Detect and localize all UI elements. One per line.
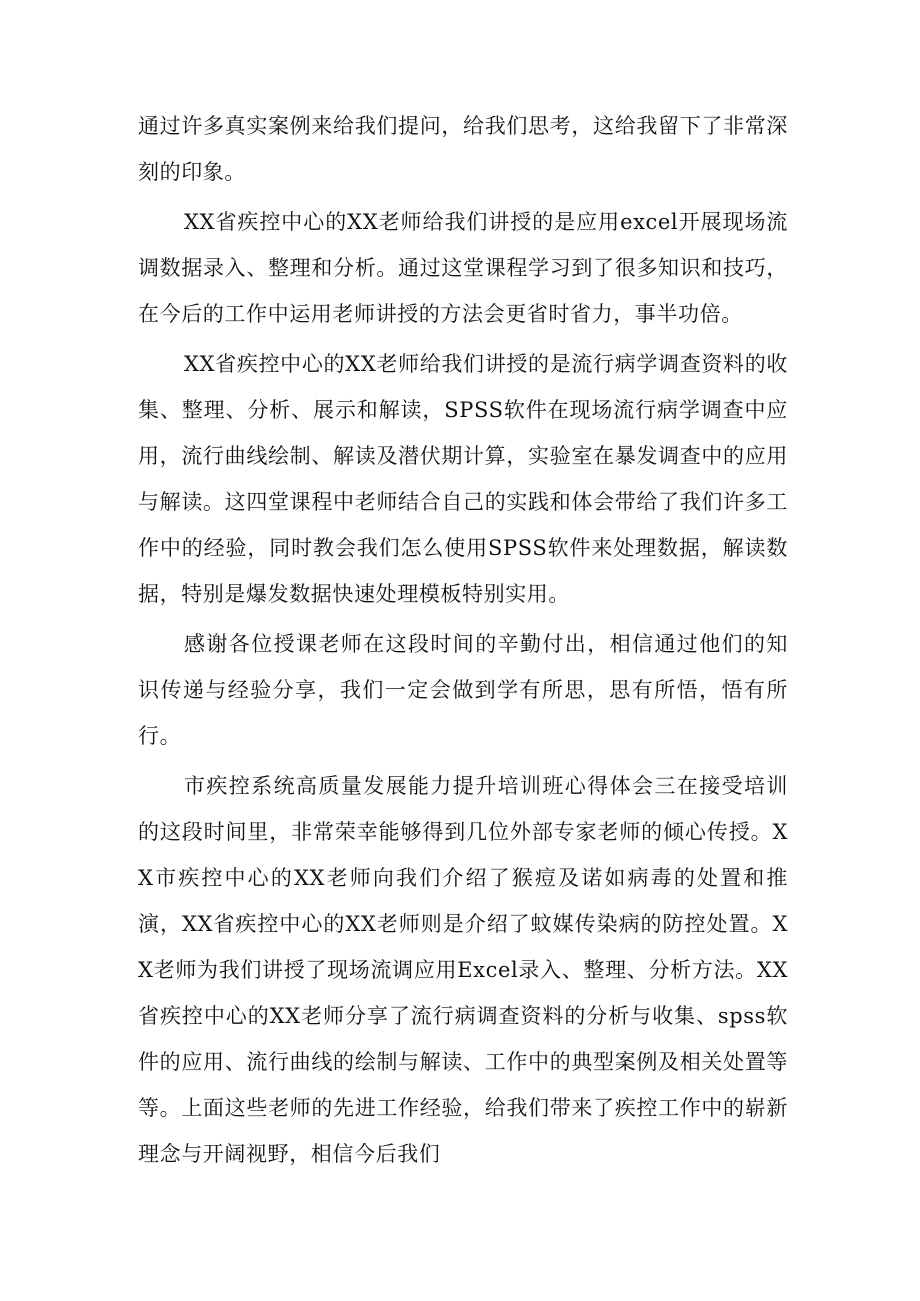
paragraph-thanks: 感谢各位授课老师在这段时间的辛勤付出，相信通过他们的知识传递与经验分享，我们一定会做到学有所思，思有所悟，悟有所行。	[138, 632, 788, 748]
paragraph-excel-course: XX省疾控中心的XX老师给我们讲授的是应用excel开展现场流调数据录入、整理和分析。通过这堂课程学习到了很多知识和技巧，在今后的工作中运用老师讲授的方法会更省时省力，事半功倍。	[138, 210, 788, 326]
paragraph-continuation: 通过许多真实案例来给我们提问，给我们思考，这给我留下了非常深刻的印象。	[138, 114, 788, 184]
paragraph-epidemiology-course: XX省疾控中心的XX老师给我们讲授的是流行病学调查资料的收集、整理、分析、展示和解读，SPSS软件在现场流行病学调查中应用，流行曲线绘制、解读及潜伏期计算，实验室在暴发调查中的应用与解读。这四堂课程中老师结合自己的实践和体会带给了我们许多工作中的经验，同时教会我们怎么使用SPSS软件来处理数据，解读数据，特别是爆发数据快速处理模板特别实用。	[138, 352, 788, 606]
paragraph-experience-three: 市疾控系统高质量发展能力提升培训班心得体会三在接受培训的这段时间里，非常荣幸能够得到几位外部专家老师的倾心传授。XX市疾控中心的XX老师向我们介绍了猴痘及诺如病毒的处置和推演，XX省疾控中心的XX老师则是介绍了蚊媒传染病的防控处置。XX老师为我们讲授了现场流调应用Excel录入、整理、分析方法。XX省疾控中心的XX老师分享了流行病调查资料的分析与收集、spss软件的应用、流行曲线的绘制与解读、工作中的典型案例及相关处置等等。上面这些老师的先进工作经验，给我们带来了疾控工作中的崭新理念与开阔视野，相信今后我们	[138, 774, 788, 1166]
document-body	[138, 103, 788, 1181]
